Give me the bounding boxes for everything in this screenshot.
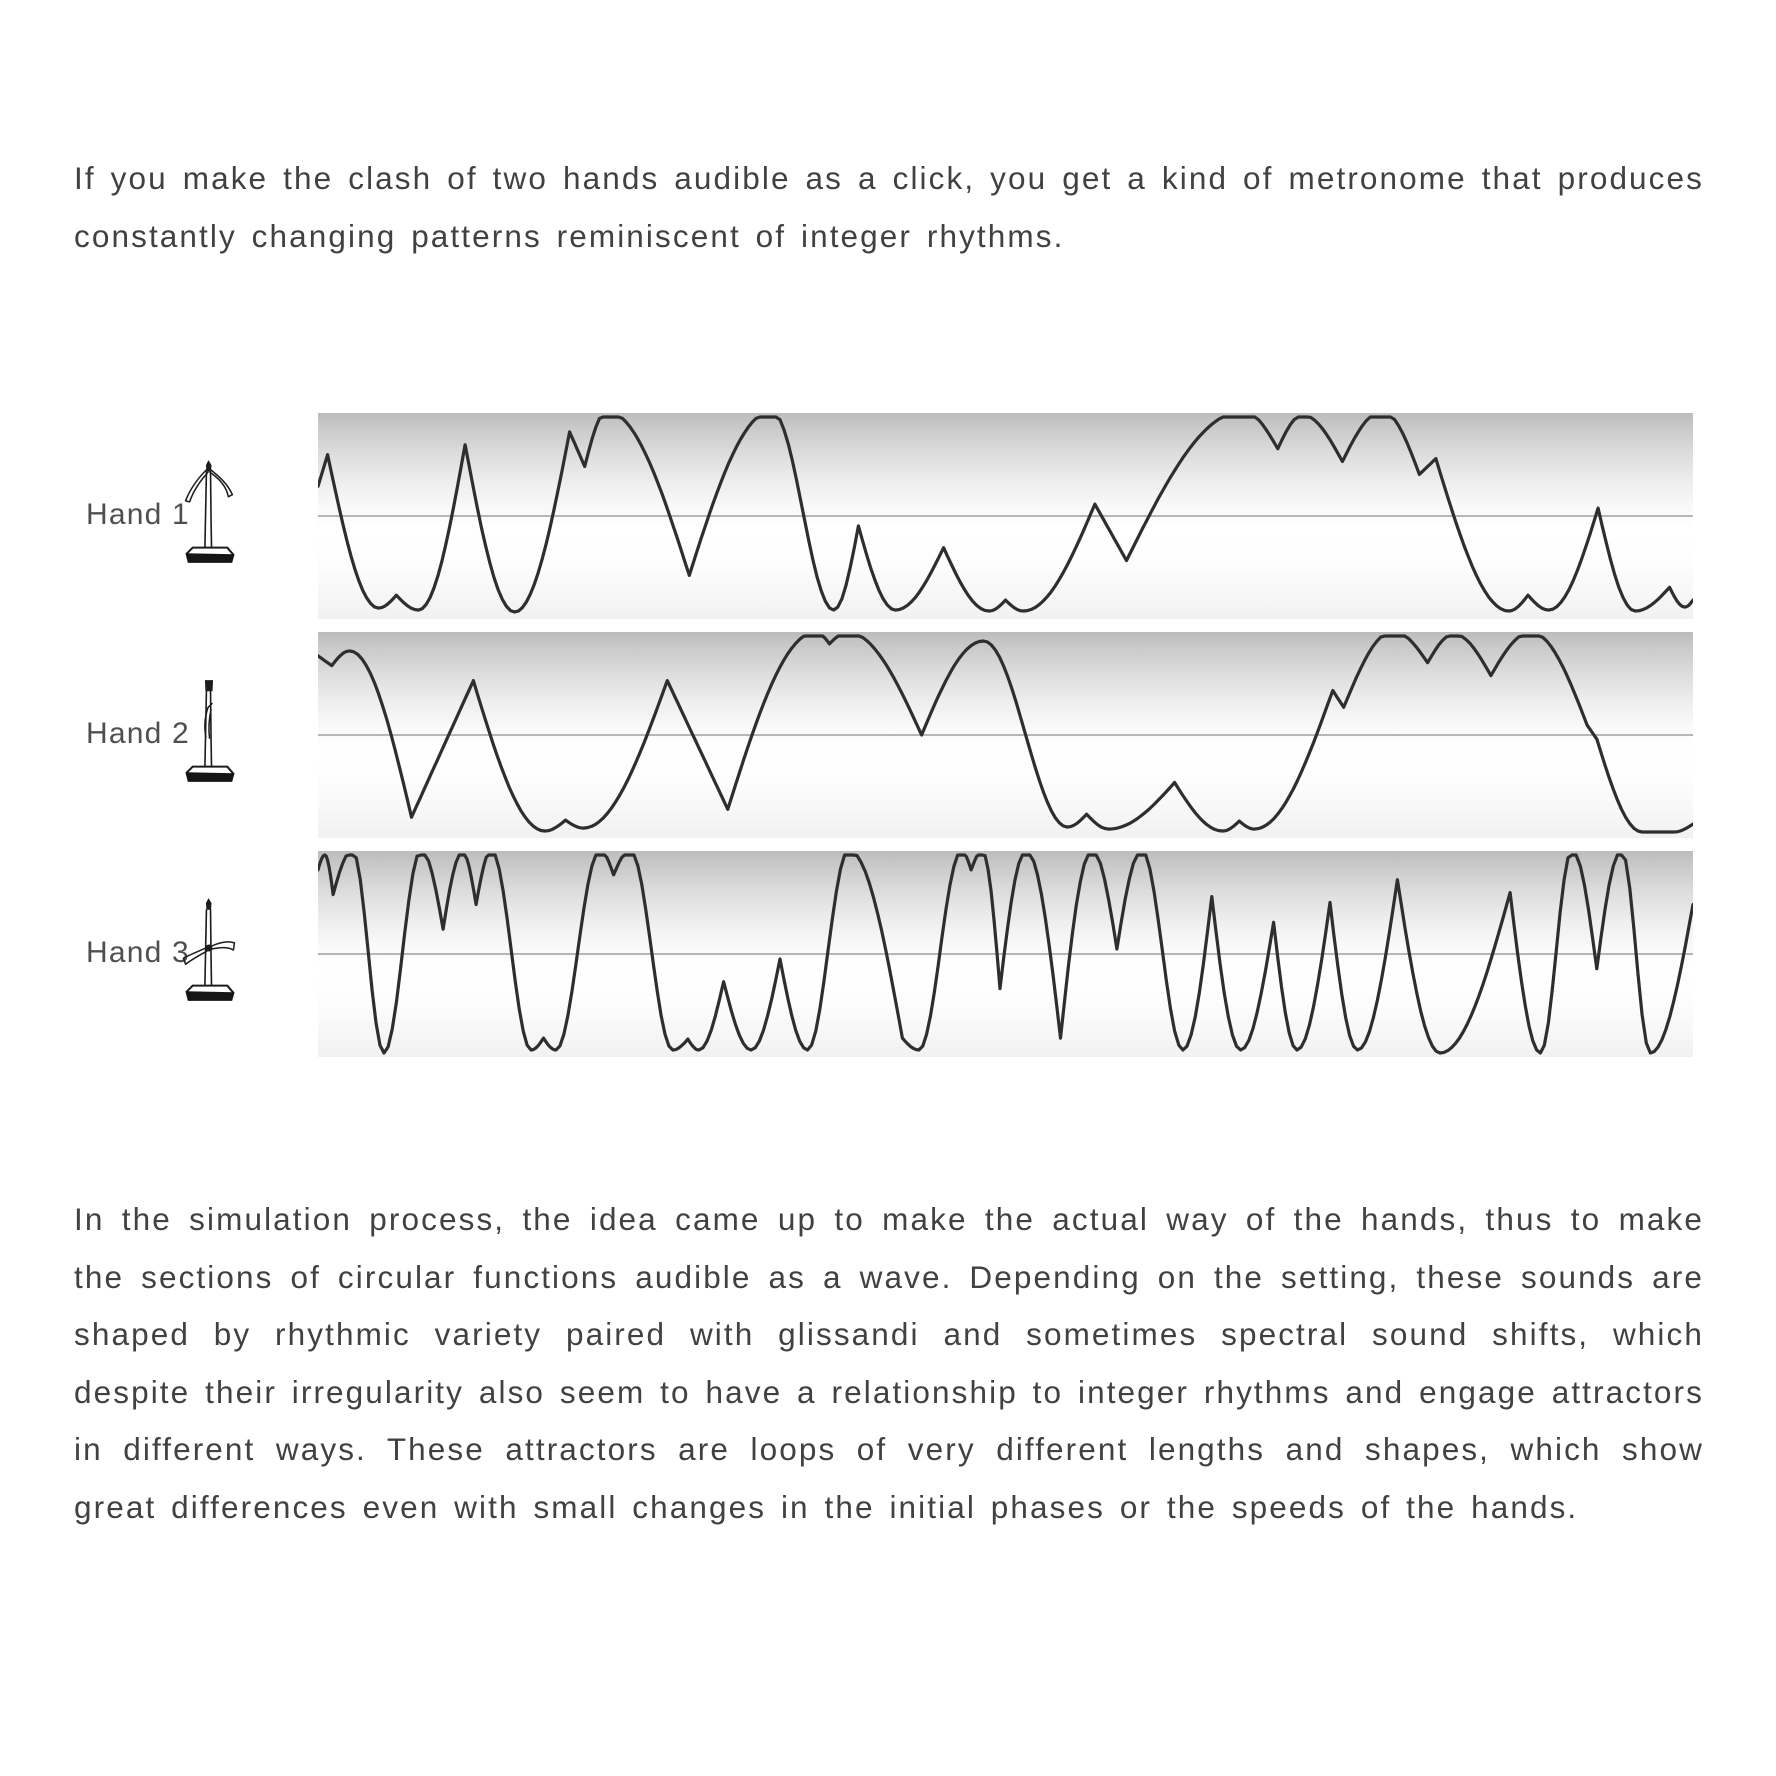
- waveform-row-1: [0, 413, 1776, 619]
- hand-label-1: Hand 1: [86, 498, 190, 531]
- waveform-row-2: [0, 632, 1776, 838]
- wave-path: [318, 636, 1693, 832]
- metronome-arms-raised-icon: [179, 455, 241, 567]
- metronome-arms-spread-icon: [179, 893, 241, 1005]
- hand-label-3: Hand 3: [86, 936, 190, 969]
- body-paragraph: In the simulation process, the idea came up to make the actual way of the hands, thus to make the sections of circular functions audible as a wave. Depending on the setting, these sounds are shaped by rhythmic variety paired with glissandi and sometimes spectral sound shifts, which despite their irregularity also seem to have a relationship to integer rhythms and engage attractors in different ways. These attractors are loops of very different lengths and shapes, which show great differences even with small changes in the initial phases or the speeds of the hands.: [74, 1201, 1704, 1525]
- hand-label-2: Hand 2: [86, 717, 190, 750]
- intro-paragraph: If you make the clash of two hands audible as a click, you get a kind of metronome that produces constantly changing patterns reminiscent of integer rhythms.: [74, 160, 1704, 254]
- waveform-band-3: [318, 851, 1693, 1057]
- waveform-band-2: [318, 632, 1693, 838]
- waveform-band-1: [318, 413, 1693, 619]
- waveform-row-3: [0, 851, 1776, 1057]
- metronome-arms-folded-icon: [179, 674, 241, 786]
- wave-path: [318, 417, 1693, 612]
